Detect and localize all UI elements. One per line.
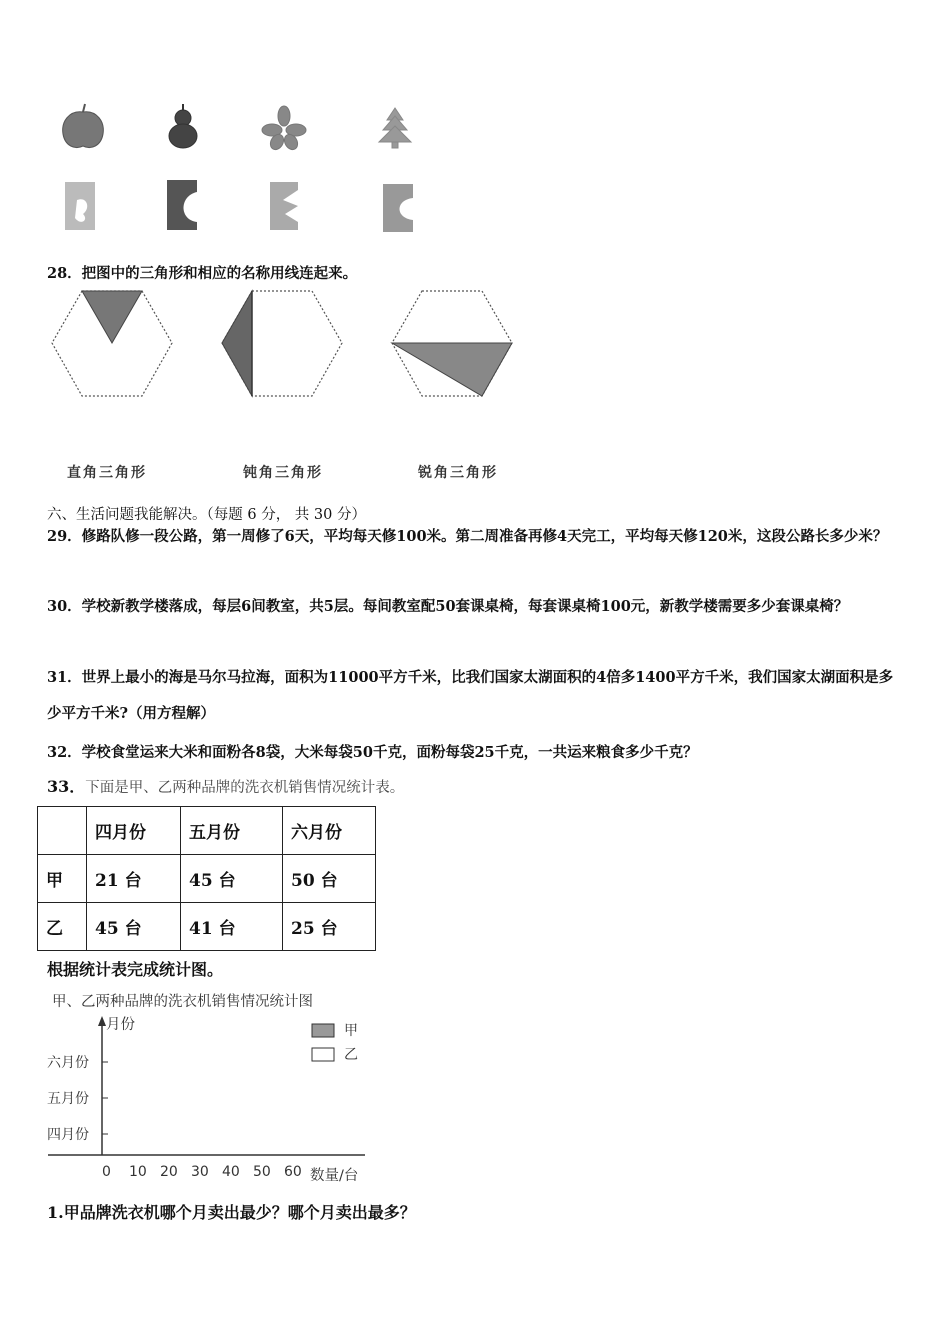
- x-tick-label: 60: [284, 1164, 302, 1180]
- sales-table: [37, 806, 376, 951]
- question-33-text: 下面是甲、乙两种品牌的洗衣机销售情况统计表。: [85, 780, 405, 796]
- table-cell: 45 台: [181, 855, 283, 903]
- legend-swatch-yi: [312, 1048, 334, 1061]
- hexagon-figures: [45, 285, 525, 405]
- question-32: 32．学校食堂运来大米和面粉各8袋，大米每袋50千克，面粉每袋25千克，一共运来粮食多少千克？: [47, 744, 698, 761]
- hexagon-1: [52, 291, 172, 396]
- question-30: 30．学校新教学楼落成，每层6间教室，共5层。每间教室配50套课桌椅，每套课桌椅100元，新教学楼需要多少套课桌椅？: [47, 598, 849, 615]
- x-tick-label: 20: [160, 1164, 178, 1180]
- x-tick-label: 30: [191, 1164, 209, 1180]
- chart-axes: [40, 1010, 380, 1170]
- question-31: 31．世界上最小的海是马尔马拉海，面积为11000平方千米，比我们国家太湖面积的4倍多1400平方千米，我们国家太湖面积是多少平方千米?（用方程解）: [47, 669, 894, 722]
- sub-question-1: 1.甲品牌洗衣机哪个月卖出最少？哪个月卖出最多？: [47, 1203, 416, 1222]
- table-cell: 甲: [38, 855, 87, 903]
- table-cell: 21 台: [87, 855, 181, 903]
- table-row: [38, 855, 376, 903]
- x-tick-label: 10: [129, 1164, 147, 1180]
- chart-title: 甲、乙两种品牌的洗衣机销售情况统计图: [52, 994, 313, 1010]
- question-33-number: 33．: [47, 777, 86, 796]
- y-axis-label: 月份: [106, 1017, 135, 1033]
- table-row: [38, 903, 376, 951]
- folded-paper-4: [383, 184, 413, 232]
- chart-instruction: 根据统计表完成统计图。: [47, 960, 224, 979]
- question-33: [47, 774, 404, 797]
- folded-paper-2: [167, 180, 197, 230]
- legend-swatch-jia: [312, 1024, 334, 1037]
- tree-shape: [379, 108, 411, 148]
- y-tick-label: 五月份: [47, 1091, 89, 1107]
- y-axis-arrow: [98, 1016, 106, 1026]
- table-header-cell: 四月份: [87, 807, 181, 855]
- folded-paper-1: [65, 182, 95, 230]
- question-28: 28．把图中的三角形和相应的名称用线连起来。: [47, 265, 358, 282]
- x-axis-label: 数量/台: [310, 1168, 359, 1184]
- table-cell: 乙: [38, 903, 87, 951]
- y-tick-label: 四月份: [47, 1127, 89, 1143]
- legend-label-yi: 乙: [344, 1047, 358, 1063]
- x-tick-label: 50: [253, 1164, 271, 1180]
- hexagon-3: [392, 291, 512, 396]
- table-header-cell: [38, 807, 87, 855]
- apple-shape: [63, 104, 104, 148]
- table-cell: 25 台: [283, 903, 376, 951]
- section-6-heading: 六、生活问题我能解决。（每题 6 分， 共 30 分）: [47, 507, 366, 523]
- label-obtuse-triangle: 钝角三角形: [243, 465, 323, 481]
- paper-cut-figures: [55, 100, 435, 240]
- table-header-cell: 六月份: [283, 807, 376, 855]
- folded-paper-3: [270, 182, 298, 230]
- flower-shape: [262, 106, 306, 152]
- x-tick-label: 0: [102, 1164, 111, 1180]
- table-header-row: [38, 807, 376, 855]
- table-cell: 41 台: [181, 903, 283, 951]
- gourd-shape: [169, 104, 197, 148]
- label-acute-triangle: 锐角三角形: [418, 465, 498, 481]
- legend-label-jia: 甲: [344, 1023, 358, 1039]
- label-right-triangle: 直角三角形: [67, 465, 147, 481]
- y-tick-label: 六月份: [47, 1055, 89, 1071]
- table-cell: 45 台: [87, 903, 181, 951]
- question-29: 29．修路队修一段公路，第一周修了6天，平均每天修100米。第二周准备再修4天完工，平均每天修120米，这段公路长多少米？: [47, 528, 888, 545]
- table-header-cell: 五月份: [181, 807, 283, 855]
- table-cell: 50 台: [283, 855, 376, 903]
- hexagon-2: [222, 291, 342, 396]
- x-tick-label: 40: [222, 1164, 240, 1180]
